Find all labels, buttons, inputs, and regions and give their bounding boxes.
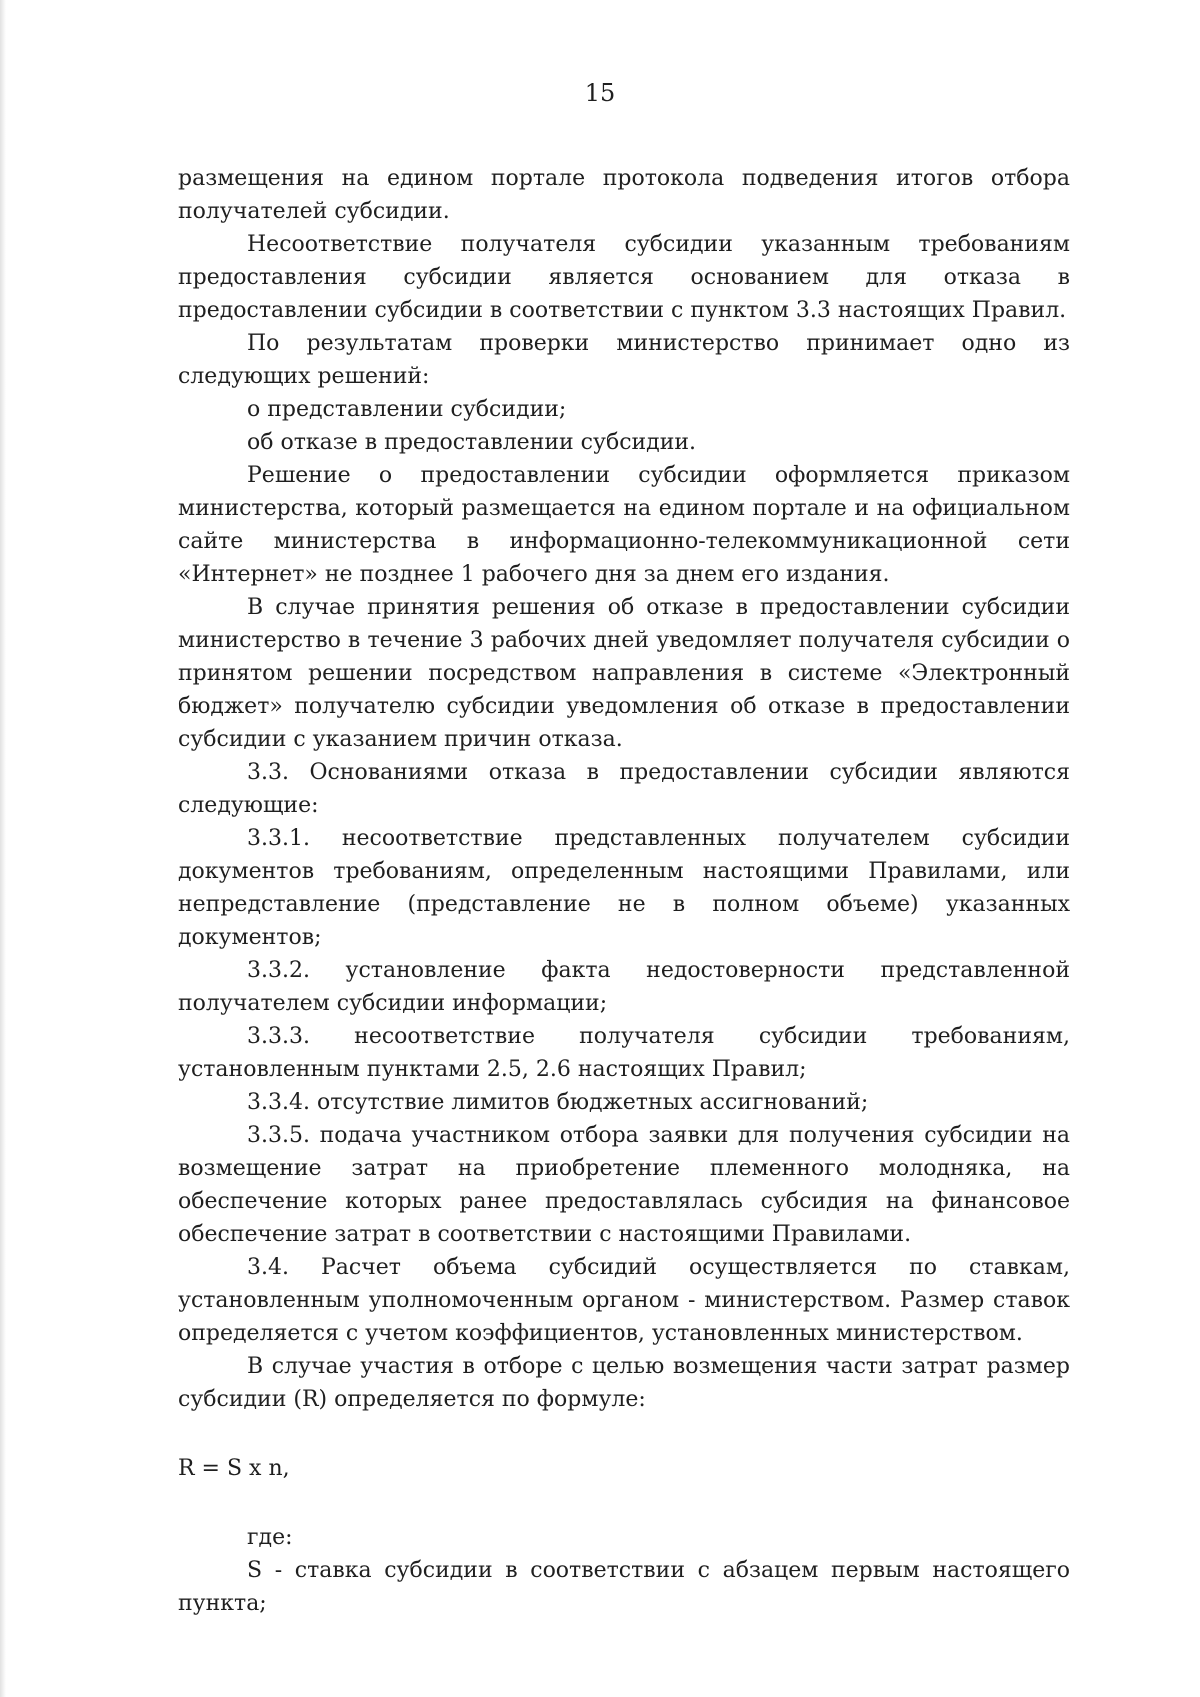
list-item: 3.3.1. несоответствие представленных получателем субсидии документов требованиям, определенным настоящими Правилами, или непредставление (представление не в полном объеме) указанных документов;	[178, 826, 1070, 950]
paragraph: об отказе в предоставлении субсидии.	[247, 430, 697, 455]
paragraph: Решение о предоставлении субсидии оформляется приказом министерства, который размещается на едином портале и на официальном сайте министерства в информационно-телекоммуникационной сети «Интернет» не позднее 1 рабочего дня за днем его издания.	[178, 463, 1070, 587]
paragraph: По результатам проверки министерство принимает одно из следующих решений:	[178, 331, 1070, 389]
paragraph: о представлении субсидии;	[247, 397, 567, 422]
paragraph: где:	[247, 1525, 293, 1550]
paragraph: Несоответствие получателя субсидии указанным требованиям предоставления субсидии является основанием для отказа в предоставлении субсидии в соответствии с пунктом 3.3 настоящих Правил.	[178, 232, 1070, 323]
paragraph: В случае принятия решения об отказе в предоставлении субсидии министерство в течение 3 рабочих дней уведомляет получателя субсидии о принятом решении посредством направления в системе «Электронный бюджет» получателю субсидии уведомления об отказе в предоставлении субсидии с указанием причин отказа.	[178, 595, 1070, 752]
page-number: 15	[584, 79, 616, 107]
list-item: 3.3.4. отсутствие лимитов бюджетных ассигнований;	[247, 1090, 869, 1115]
formula: R = S x n,	[178, 1456, 290, 1481]
paragraph: S - ставка субсидии в соответствии с абзацем первым настоящего пункта;	[178, 1558, 1070, 1616]
scan-edge-shadow	[0, 0, 6, 1697]
section-heading-paragraph: 3.4. Расчет объема субсидий осуществляется по ставкам, установленным уполномоченным органом - министерством. Размер ставок определяется с учетом коэффициентов, установленных министерством.	[178, 1255, 1070, 1346]
list-item: 3.3.3. несоответствие получателя субсидии требованиям, установленным пунктами 2.5, 2.6 настоящих Правил;	[178, 1024, 1070, 1082]
list-item: 3.3.2. установление факта недостоверности представленной получателем субсидии информации;	[178, 958, 1070, 1016]
document-body	[178, 162, 1070, 1620]
paragraph: размещения на едином портале протокола подведения итогов отбора получателей субсидии.	[178, 166, 1070, 224]
section-heading-paragraph: 3.3. Основаниями отказа в предоставлении субсидии являются следующие:	[178, 760, 1070, 818]
list-item: 3.3.5. подача участником отбора заявки для получения субсидии на возмещение затрат на приобретение племенного молодняка, на обеспечение которых ранее предоставлялась субсидия на финансовое обеспечение затрат в соответствии с настоящими Правилами.	[178, 1123, 1070, 1247]
paragraph: В случае участия в отборе с целью возмещения части затрат размер субсидии (R) определяется по формуле:	[178, 1354, 1070, 1412]
